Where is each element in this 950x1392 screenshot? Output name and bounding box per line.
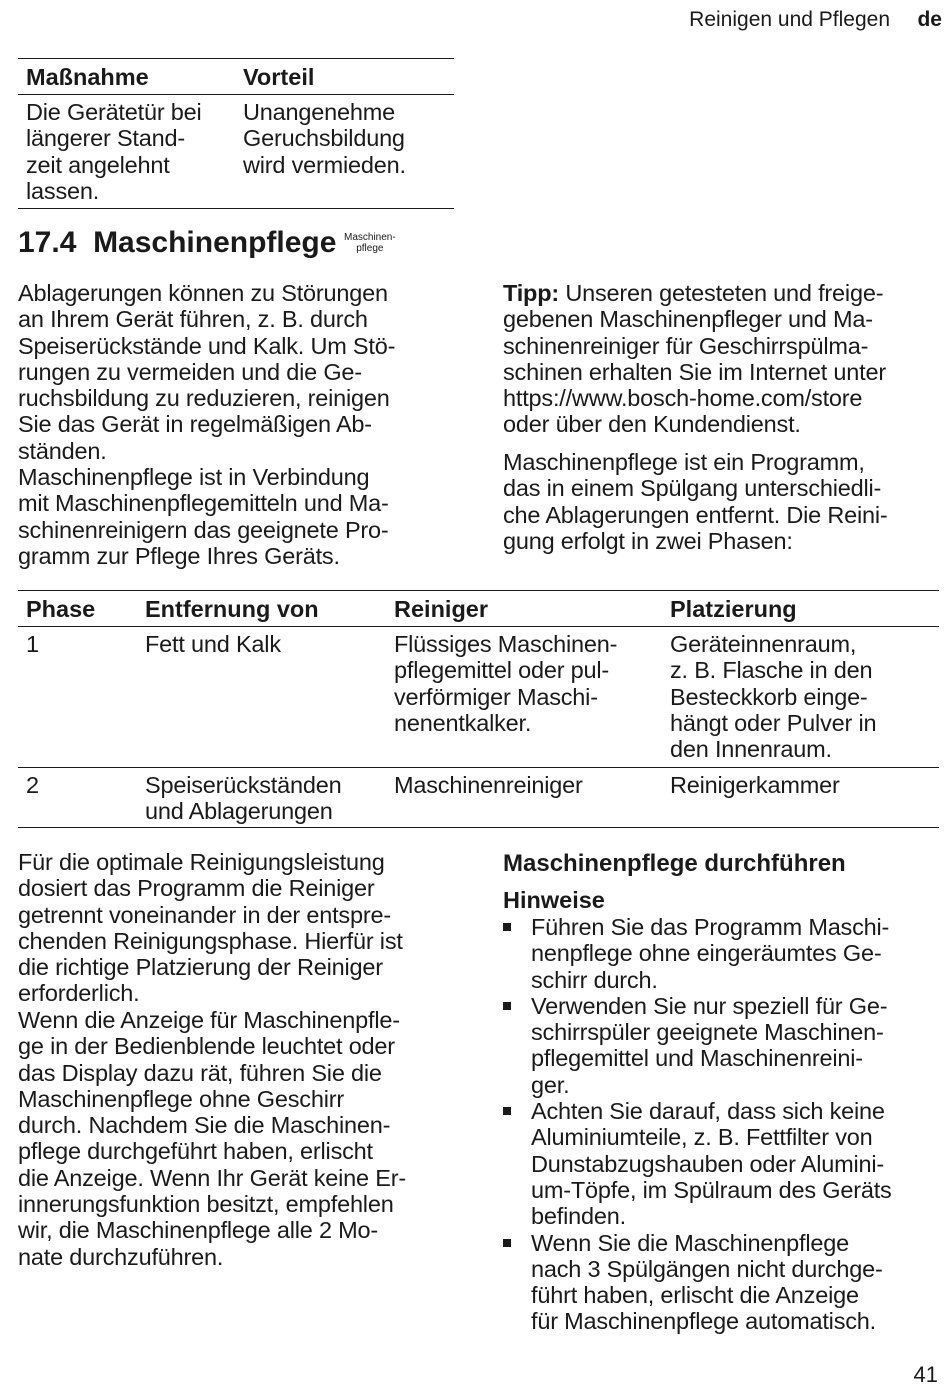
bullet-square-icon	[503, 1239, 511, 1247]
phase-header-removal: Entfernung von	[145, 596, 319, 622]
page-number: 41	[913, 1362, 938, 1387]
list-item: Verwenden Sie nur speziell für Ge- schirrspüler geeignete Maschinen- pflegemittel und Maschinenreini- ger.	[503, 993, 892, 1098]
list-item: Achten Sie darauf, dass sich keine Aluminiumteile, z. B. Fettfilter von Dunstabzugshauben oder Alumini- um-Töpfe, im Spülraum des Geräts befinden.	[503, 1098, 892, 1229]
bullet-square-icon	[503, 1002, 511, 1010]
table-rule-header	[18, 94, 454, 95]
phase-header-cleaner: Reiniger	[394, 596, 489, 622]
table-row-1-phase: 1	[26, 631, 39, 657]
list-item: Führen Sie das Programm Maschi- nenpflege ohne eingeräumtes Ge- schirr durch.	[503, 914, 892, 993]
phase-table-rule-row	[18, 767, 939, 768]
phase-table-rule-bottom	[18, 827, 939, 828]
bottom-left-paragraph-1: Für die optimale Reinigungsleistung dosiert das Programm die Reiniger getrennt voneinander in der entspre- chenden Reinigungsphase. Hierfür ist die richtige Platzierung der Reiniger erforderlich.	[18, 849, 403, 1007]
table-row-2-cleaner: Maschinenreiniger	[394, 772, 583, 798]
table-cell-benefit: Unangenehme Geruchsbildung wird vermieden.	[243, 99, 406, 178]
bottom-left-paragraph-2: Wenn die Anzeige für Maschinenpfle- ge in der Bedienblende leuchtet oder das Display dazu rät, führen Sie die Maschinenpflege ohne Geschirr durch. Nachdem Sie die Maschinen- pflege durchgeführt haben, erlischt die Anzeige. Wenn Ihr Gerät keine Er- innerungsfunktion besitzt, empfehlen wir, die Maschinenpflege alle 2 Mo- nate durchzuführen.	[18, 1007, 406, 1270]
bullet-square-icon	[503, 1107, 511, 1115]
table-row-1-removal: Fett und Kalk	[145, 631, 281, 657]
bullet-square-icon	[503, 923, 511, 931]
table-header-measure: Maßnahme	[26, 64, 149, 90]
table-row-2-placement: Reinigerkammer	[670, 772, 840, 798]
phase-table-rule-header	[18, 626, 939, 627]
phase-table-rule-top	[18, 590, 939, 591]
table-row-1-cleaner: Flüssiges Maschinen- pflegemittel oder pul- verförmiger Maschi- nenentkalker.	[394, 631, 618, 736]
table-row-2-removal: Speiserückständen und Ablagerungen	[145, 772, 342, 825]
phase-header-placement: Platzierung	[670, 596, 797, 622]
table-cell-measure: Die Gerätetür bei längerer Stand- zeit angelehnt lassen.	[26, 99, 202, 204]
section-title: 17.4 Maschinenpflege	[18, 226, 337, 259]
notes-list	[503, 914, 892, 1335]
list-item: Wenn Sie die Maschinenpflege nach 3 Spülgängen nicht durchge- führt haben, erlischt die Anzeige für Maschinenpflege automatisch.	[503, 1230, 892, 1335]
running-head: Reinigen und Pflegen	[689, 8, 890, 31]
table-header-benefit: Vorteil	[243, 64, 315, 90]
language-tag: de	[917, 8, 942, 31]
tip-paragraph: Tipp: Unseren getesteten und freige- gebenen Maschinenpfleger und Ma- schinenreiniger für Geschirrspülma- schinen erhalten Sie im Internet unter https://www.bosch-home.com/store oder über den Kundendienst.	[503, 280, 886, 438]
table-row-1-placement: Geräteinnenraum, z. B. Flasche in den Besteckkorb einge- hängt oder Pulver in den Innenraum.	[670, 631, 877, 763]
tip-label: Tipp:	[503, 280, 559, 306]
table-rule-top	[18, 58, 454, 59]
intro-right-paragraph-2: Maschinenpflege ist ein Programm, das in einem Spülgang unterschiedli- che Ablagerungen entfernt. Die Reini- gung erfolgt in zwei Phasen:	[503, 449, 888, 554]
intro-left-paragraph-1: Ablagerungen können zu Störungen an Ihrem Gerät führen, z. B. durch Speiserückstände und Kalk. Um Stö- rungen zu vermeiden und die Ge- ruchsbildung zu reduzieren, reinigen Sie das Gerät in regelmäßigen Ab- ständen.	[18, 280, 396, 464]
table-rule-bottom	[18, 208, 454, 209]
subsection-heading: Maschinenpflege durchführen	[503, 850, 846, 877]
section-tag: Maschinen- pflege	[344, 232, 396, 254]
phase-header-phase: Phase	[26, 596, 96, 622]
table-row-2-phase: 2	[26, 772, 39, 798]
notes-heading: Hinweise	[503, 887, 605, 913]
intro-left-paragraph-2: Maschinenpflege ist in Verbindung mit Maschinenpflegemitteln und Ma- schinenreinigern das geeignete Pro- gramm zur Pflege Ihres Geräts.	[18, 464, 389, 569]
